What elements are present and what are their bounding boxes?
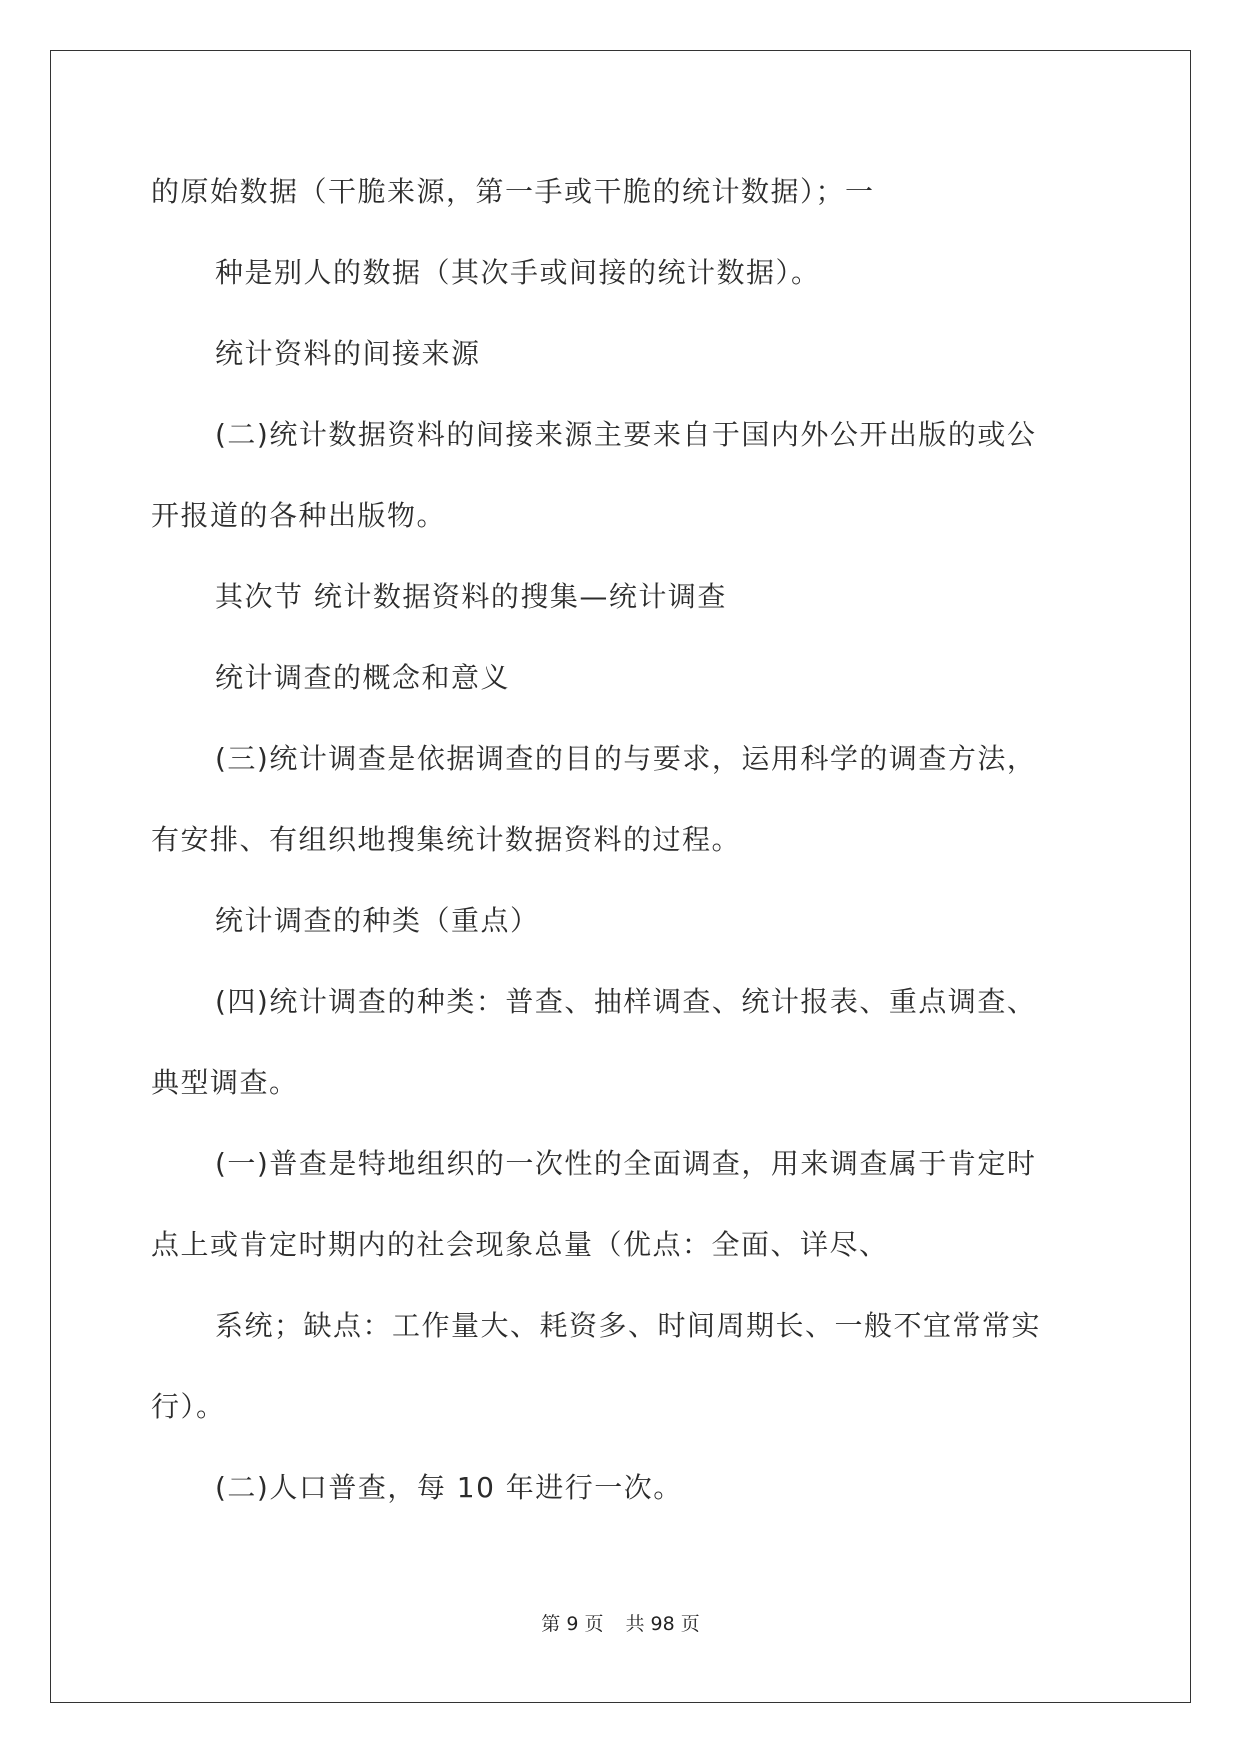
text-line: (一)普查是特地组织的一次性的全面调查，用来调查属于肯定时 [215,1147,1037,1180]
text-line: (二)统计数据资料的间接来源主要来自于国内外公开出版的或公 [215,418,1037,451]
text-line: 点上或肯定时期内的社会现象总量（优点：全面、详尽、 [151,1228,889,1261]
text-line: 有安排、有组织地搜集统计数据资料的过程。 [151,823,742,856]
section-heading: 统计调查的种类（重点） [215,904,540,937]
text-line: (三)统计调查是依据调查的目的与要求，运用科学的调查方法， [215,742,1037,775]
text-line: 典型调查。 [151,1066,299,1099]
text-line: 系统；缺点：工作量大、耗资多、时间周期长、一般不宜常常实 [215,1309,1042,1342]
text-line: 行）。 [151,1390,226,1423]
text-line: 种是别人的数据（其次手或间接的统计数据）。 [215,256,821,289]
section-heading: 统计资料的间接来源 [215,337,481,370]
page-total: 共 98 页 [625,1613,700,1635]
text-line: 开报道的各种出版物。 [151,499,447,532]
text-line: 的原始数据（干脆来源，第一手或干脆的统计数据）；一 [151,175,875,208]
page-number: 第 9 页 [541,1613,604,1635]
text-line: (二)人口普查，每 10 年进行一次。 [215,1471,683,1504]
page-footer [0,1612,1241,1636]
page-frame [50,50,1191,1703]
section-heading: 统计调查的概念和意义 [215,661,511,694]
text-line: (四)统计调查的种类：普查、抽样调查、统计报表、重点调查、 [215,985,1037,1018]
section-heading: 其次节 统计数据资料的搜集—统计调查 [215,580,727,613]
